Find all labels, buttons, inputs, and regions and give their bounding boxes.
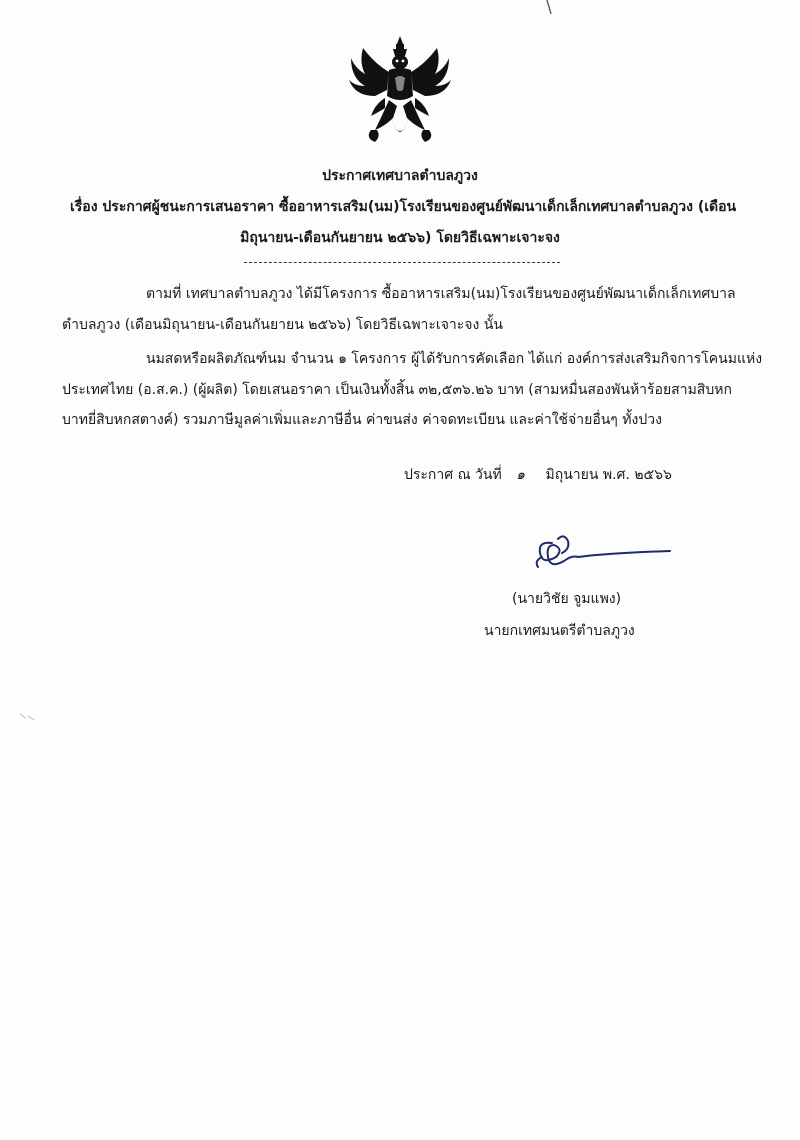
handwritten-signature-icon — [528, 531, 678, 575]
paragraph-2-line-2: ประเทศไทย (อ.ส.ค.) (ผู้ผลิต) โดยเสนอราคา เป็นเงินทั้งสิ้น ๓๒,๕๓๖.๒๖ บาท (สามหมื่นสองพันห้าร้อยสามสิบหก — [62, 382, 732, 398]
paragraph-1-line-1: ตามที่ เทศบาลตำบลภูวง ได้มีโครงการ ซื้ออาหารเสริม(นม)โรงเรียนของศูนย์พัฒนาเด็กเล็กเทศบาล — [146, 286, 736, 302]
scan-mark-icon — [545, 0, 557, 16]
signer-name: (นายวิชัย จูมแพง) — [512, 591, 622, 607]
subject-line-1: เรื่อง ประกาศผู้ชนะการเสนอราคา ซื้ออาหารเสริม(นม)โรงเรียนของศูนย์พัฒนาเด็กเล็กเทศบาลตำบลภูวง (เดือน — [70, 199, 737, 215]
garuda-emblem-icon — [345, 34, 455, 150]
date-prefix: ประกาศ ณ วันที่ — [404, 467, 502, 483]
subject-line-2: มิถุนายน-เดือนกันยายน ๒๕๖๖) โดยวิธีเฉพาะเจาะจง — [240, 230, 560, 246]
date-rest: มิถุนายน พ.ศ. ๒๕๖๖ — [545, 467, 672, 483]
scan-speck-icon — [18, 712, 36, 722]
date-day: ๑ — [516, 467, 526, 483]
announcement-date — [404, 465, 672, 485]
paragraph-2-line-3: บาทยี่สิบหกสตางค์) รวมภาษีมูลค่าเพิ่มและภาษีอื่น ค่าขนส่ง ค่าจดทะเบียน และค่าใช้จ่ายอื่นๆ ทั้งปวง — [62, 412, 662, 428]
divider-line — [244, 262, 560, 263]
paragraph-2-line-1: นมสดหรือผลิตภัณฑ์นม จำนวน ๑ โครงการ ผู้ได้รับการคัดเลือก ได้แก่ องค์การส่งเสริมกิจการโคนมแห่ง — [146, 351, 763, 367]
signer-title: นายกเทศมนตรีตำบลภูวง — [484, 623, 635, 639]
paragraph-1-line-2: ตำบลภูวง (เดือนมิถุนายน-เดือนกันยายน ๒๕๖๖) โดยวิธีเฉพาะเจาะจง นั้น — [62, 317, 503, 333]
organization-title: ประกาศเทศบาลตำบลภูวง — [322, 168, 478, 184]
